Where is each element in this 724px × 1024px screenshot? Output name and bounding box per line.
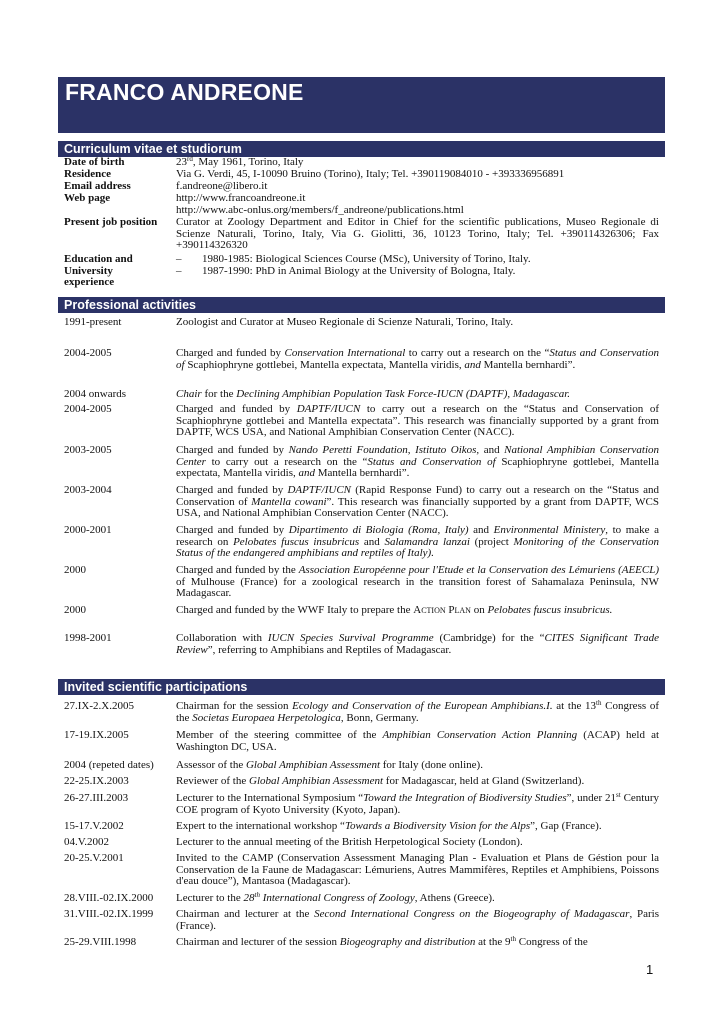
web-link-2[interactable]: http://www.abc-onlus.org/members/f_andreone/publications.html <box>176 203 464 216</box>
web-value <box>176 193 659 216</box>
education-label: Education and University experience <box>64 253 133 289</box>
education-value: – 1980-1985: Biological Sciences Course (MSc), University of Torino, Italy. – 1987-1990: PhD in Animal Biology at the University of Bologna, Italy. <box>176 253 531 277</box>
dash: – <box>176 253 182 265</box>
residence-value: Via G. Verdi, 45, I-10090 Bruino (Torino), Italy; Tel. +390119084010 - +393336956891 <box>176 168 565 180</box>
email-label: Email address <box>64 180 131 192</box>
email-value[interactable]: f.andreone@libero.it <box>176 180 268 192</box>
job-value: Curator at Zoology Department and Editor in Chief for the scientific publications, Museo Regionale di Scienze Naturali, Torino, Italy, Via G. Giolitti, 36, 10123 Torino, Italy; Tel. +390114326306; Fax +390114326320 <box>176 216 659 252</box>
name-banner <box>58 77 665 133</box>
dob-value: 23rd, May 1961, Torino, Italy <box>176 155 304 168</box>
section-header-professional: Professional activities <box>58 297 665 313</box>
section-header-invited: Invited scientific participations <box>58 679 665 695</box>
job-label: Present job position <box>64 216 158 228</box>
web-link-1[interactable]: http://www.francoandreone.it <box>176 192 306 204</box>
dob-label: Date of birth <box>64 156 125 168</box>
page-number: 1 <box>646 962 654 977</box>
person-name: FRANCO ANDREONE <box>65 79 304 105</box>
web-label: Web page <box>64 192 111 204</box>
residence-label: Residence <box>64 168 112 180</box>
section-header-cv: Curriculum vitae et studiorum <box>58 141 665 157</box>
dash: – <box>176 264 182 277</box>
